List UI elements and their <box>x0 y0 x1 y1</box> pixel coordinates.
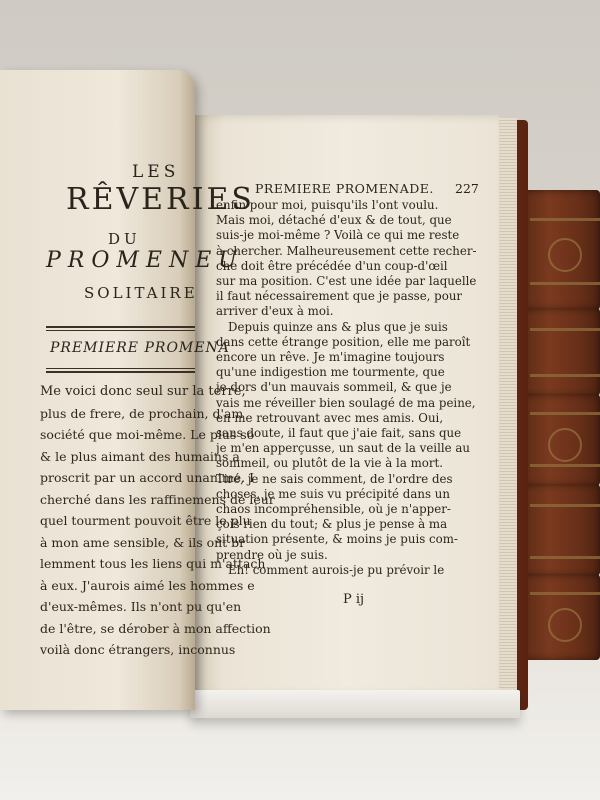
text-line: & le plus aimant des humains a <box>40 448 240 464</box>
book-spine <box>522 484 600 576</box>
gilt-ornament-icon <box>548 428 582 462</box>
text-line: proscrit par un accord unanime. I <box>40 470 255 485</box>
running-head: PREMIERE PROMENADE. <box>255 181 434 196</box>
text-line: Me voici donc seul sur la terre, <box>40 384 246 399</box>
text-line: sur ma position. C'est une idée par laquelle <box>216 274 477 288</box>
text-line: enfin pour moi, puisqu'ils l'ont voulu. <box>216 198 439 212</box>
text-line: quel tourment pouvoit être le plu <box>40 513 251 528</box>
gilt-ornament-icon <box>548 608 582 642</box>
text-line: voilà donc étrangers, inconnus <box>40 642 236 657</box>
book-stack <box>522 190 600 660</box>
text-line: dans cette étrange position, elle me paroît <box>216 334 471 349</box>
signature-mark: P ij <box>343 592 365 607</box>
text-line: il faut nécessairement que je passe, pour <box>216 289 463 304</box>
rule <box>46 371 195 373</box>
text-line: Tiré, je ne sais comment, de l'ordre des <box>216 471 453 486</box>
text-line: je dors d'un mauvais sommeil, & que je <box>216 380 452 395</box>
title-solitaire: SOLITAIRE <box>84 284 198 302</box>
text-line: arriver d'eux à moi. <box>216 304 334 319</box>
text-line: Eh! comment aurois-je pu prévoir le <box>228 562 445 577</box>
text-line: suis-je moi-même ? Voilà ce qui me reste <box>216 228 460 243</box>
title-reveries: RÊVERIES <box>66 182 255 217</box>
text-line: je m'en apperçusse, un saut de la veille au <box>216 441 470 456</box>
text-line: société que moi-même. Le plus so <box>40 427 255 442</box>
text-line: çois rien du tout; & plus je pense à ma <box>216 517 448 532</box>
page-number: 227 <box>455 181 479 196</box>
book-stand <box>190 690 520 718</box>
text-line: plus de frere, de prochain, d'am <box>40 405 244 421</box>
text-line: qu'une indigestion me tourmente, que <box>216 365 445 380</box>
text-line: d'eux-mêmes. Ils n'ont pu qu'en <box>40 599 242 614</box>
title-les: LES <box>132 162 180 182</box>
text-line: en me retrouvant avec mes amis. Oui, <box>216 410 444 425</box>
text-line: à eux. J'aurois aimé les hommes e <box>40 577 255 593</box>
text-line: à chercher. Malheureusement cette recher- <box>216 243 477 258</box>
text-line: chaos incompréhensible, où je n'apper- <box>216 502 451 516</box>
title-promeneur: PROMENEU <box>46 248 244 273</box>
text-line: prendre où je suis. <box>216 547 328 562</box>
text-line: vais me réveiller bien soulagé de ma peine, <box>216 395 476 410</box>
rule <box>46 326 195 328</box>
text-line: cherché dans les raffinemens de leur <box>40 491 275 507</box>
page-edges <box>497 118 517 704</box>
text-line: Depuis quinze ans & plus que je suis <box>228 319 448 334</box>
text-line: situation présente, & moins je puis com- <box>216 532 458 547</box>
text-line: choses, je me suis vu précipité dans un <box>216 486 450 501</box>
rule <box>46 330 195 331</box>
book-spine <box>522 394 600 486</box>
text-line: lemment tous les liens qui m'attach <box>40 556 266 571</box>
title-du: DU <box>108 230 141 248</box>
section-heading: PREMIERE PROMENA <box>50 340 230 356</box>
text-line: de l'être, se dérober à mon affection <box>40 620 271 636</box>
book-spine <box>522 308 600 396</box>
rule <box>46 368 195 369</box>
text-line: Mais moi, détaché d'eux & de tout, que <box>216 213 452 228</box>
text-line: à mon ame sensible, & ils ont br <box>40 534 246 550</box>
text-line: sommeil, ou plutôt de la vie à la mort. <box>216 456 444 471</box>
book-spine <box>522 574 600 660</box>
text-line: sans doute, il faut que j'aie fait, sans que <box>216 426 462 440</box>
text-line: encore un rêve. Je m'imagine toujours <box>216 350 445 364</box>
text-line: che doit être précédée d'un coup-d'œil <box>216 258 448 273</box>
gilt-ornament-icon <box>548 238 582 272</box>
book-spine <box>522 190 600 310</box>
